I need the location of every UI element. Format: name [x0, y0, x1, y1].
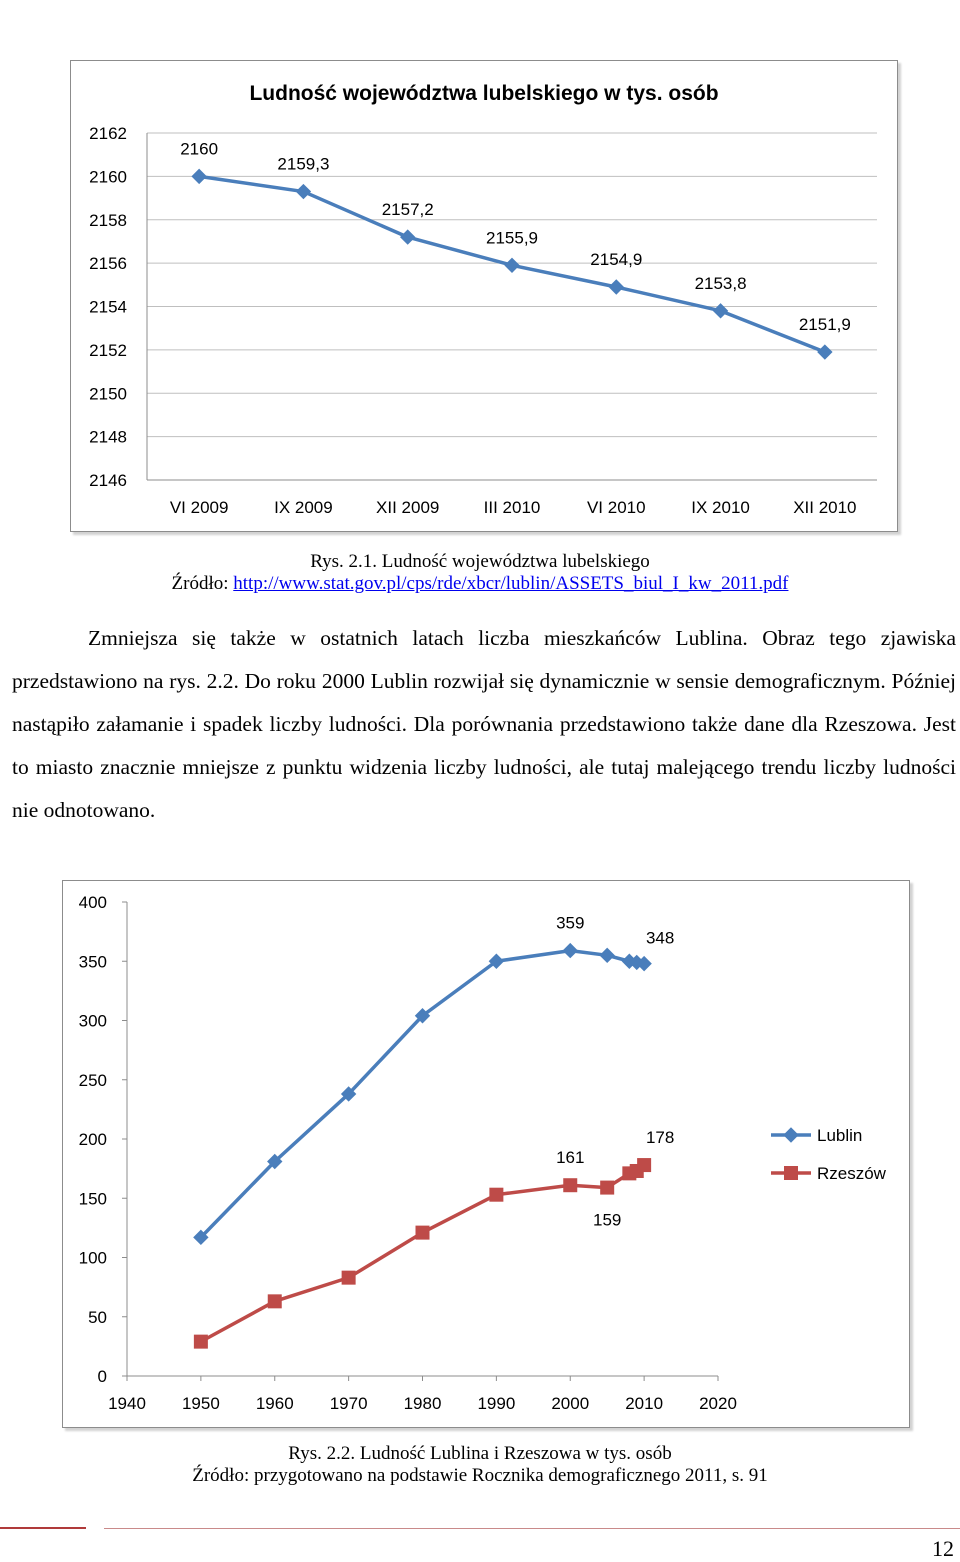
caption-2-source: Źródło: przygotowano na podstawie Rocznika demograficznego 2011, s. 91 — [192, 1465, 768, 1486]
caption-2-title: Rys. 2.2. Ludność Lublina i Rzeszowa w tys. osób — [288, 1443, 672, 1464]
caption-1-source-prefix: Źródło: — [171, 573, 234, 594]
data-label: 2151,9 — [798, 315, 851, 335]
footer-rule-accent — [0, 1527, 86, 1529]
x-tick-label: IX 2009 — [274, 498, 333, 517]
data-point-rzeszów — [489, 1188, 503, 1202]
data-point — [192, 169, 206, 183]
x-tick-label: 2010 — [625, 1394, 664, 1413]
data-point — [714, 304, 728, 318]
data-point-rzeszów — [600, 1181, 614, 1195]
y-tick-label: 2152 — [89, 340, 127, 360]
x-tick-label: 1950 — [181, 1394, 220, 1413]
data-point-rzeszów — [416, 1226, 430, 1240]
x-tick-label: XII 2009 — [376, 498, 440, 517]
footer-rule — [104, 1528, 960, 1529]
y-tick-label: 2160 — [89, 167, 127, 187]
data-point — [609, 280, 623, 294]
y-tick-label: 350 — [78, 952, 107, 972]
paragraph-text: Zmniejsza się także w ostatnich latach liczba mieszkańców Lublina. Obraz tego zjawiska przedstawiono na rys. 2.2. Do roku 2000 Lublin rozwijał się dynamicznie w sensie demograficznym. Później nastąpiło załamanie i spadek liczby ludności. Dla porównania przedstawiono także dane dla Rzeszowa. Jest to miasto znacznie mniejsze z punktu widzenia liczby ludności, ale tutaj malejącego trendu liczby ludności nie odnotowano. — [12, 626, 956, 822]
data-point-rzeszów — [194, 1335, 208, 1349]
x-tick-label: 1990 — [477, 1394, 516, 1413]
data-point — [401, 230, 415, 244]
y-tick-label: 2150 — [89, 384, 127, 404]
x-tick-label: VI 2010 — [586, 498, 646, 517]
data-label: 2160 — [180, 139, 219, 159]
series-line-lublin — [201, 951, 644, 1238]
series-line-rzeszów — [201, 1165, 644, 1342]
data-point-rzeszów — [342, 1271, 356, 1285]
data-point-rzeszów — [563, 1178, 577, 1192]
legend-label-lublin: Lublin — [817, 1126, 863, 1145]
data-point — [818, 345, 832, 359]
data-label: 2154,9 — [590, 249, 643, 269]
legend-label-rzeszów: Rzeszów — [817, 1164, 886, 1183]
chart-1-svg — [71, 61, 897, 531]
source-link[interactable]: http://www.stat.gov.pl/cps/rde/xbcr/lublin/ASSETS_biul_I_kw_2011.pdf — [233, 573, 789, 594]
y-tick-label: 100 — [78, 1248, 107, 1268]
y-tick-label: 200 — [78, 1130, 107, 1149]
legend-marker-rzeszów — [784, 1166, 798, 1180]
data-point-rzeszów — [268, 1294, 282, 1308]
x-tick-label: 2000 — [551, 1394, 590, 1413]
data-point-lublin — [600, 948, 614, 962]
data-label: 178 — [645, 1128, 675, 1148]
figure-caption-2 — [0, 1443, 960, 1487]
population-chart-lubelskie — [70, 60, 898, 532]
caption-1-title: Rys. 2.1. Ludność województwa lubelskiego — [310, 551, 650, 572]
data-point-lublin — [563, 944, 577, 958]
data-point — [505, 258, 519, 272]
data-label: 2159,3 — [277, 154, 330, 174]
y-tick-label: 2148 — [89, 427, 127, 447]
y-tick-label: 2146 — [89, 471, 127, 490]
y-tick-label: 250 — [78, 1070, 107, 1090]
page-number: 12 — [932, 1536, 954, 1561]
y-tick-label: 50 — [88, 1307, 107, 1327]
x-tick-label: 1970 — [329, 1394, 368, 1413]
x-tick-label: VI 2009 — [169, 498, 229, 517]
data-point — [296, 185, 310, 199]
x-tick-label: 1980 — [403, 1394, 442, 1413]
y-tick-label: 2156 — [89, 254, 127, 274]
chart-2-svg — [63, 881, 909, 1427]
x-tick-label: 1940 — [108, 1394, 146, 1413]
data-point-rzeszów — [637, 1158, 651, 1172]
y-tick-label: 2154 — [89, 297, 127, 317]
data-label: 2157,2 — [381, 200, 434, 220]
x-tick-label: IX 2010 — [691, 498, 750, 517]
caption-1-source — [0, 573, 960, 595]
data-label: 2153,8 — [694, 273, 747, 293]
data-label: 348 — [645, 928, 675, 948]
x-tick-label: 1960 — [255, 1394, 294, 1413]
y-tick-label: 0 — [97, 1367, 107, 1386]
population-chart-lublin-rzeszow — [62, 880, 910, 1428]
chart-title: Ludność województwa lubelskiego w tys. osób — [249, 82, 719, 105]
y-tick-label: 2158 — [89, 210, 127, 230]
figure-caption-1 — [0, 551, 960, 595]
y-tick-label: 400 — [78, 893, 107, 912]
legend-marker-lublin — [784, 1128, 798, 1142]
x-tick-label: 2020 — [699, 1394, 737, 1413]
x-tick-label: III 2010 — [483, 498, 541, 517]
x-tick-label: XII 2010 — [793, 498, 857, 517]
y-tick-label: 300 — [78, 1011, 107, 1031]
body-paragraph — [12, 617, 956, 832]
y-tick-label: 2162 — [89, 124, 127, 143]
data-label: 161 — [556, 1148, 585, 1168]
data-label: 359 — [556, 913, 585, 933]
y-tick-label: 150 — [78, 1189, 107, 1209]
data-label: 159 — [593, 1210, 622, 1230]
data-label: 2155,9 — [486, 228, 538, 248]
